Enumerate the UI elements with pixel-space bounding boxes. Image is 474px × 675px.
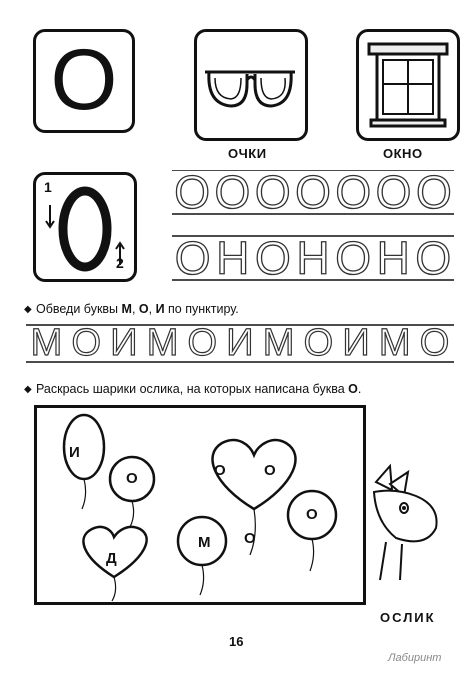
donkey-caption-rest: СЛИК xyxy=(392,610,436,625)
balloon-letter: О xyxy=(214,462,226,479)
trace-letter: О xyxy=(335,232,371,284)
instr1-part: Обведи буквы xyxy=(36,302,122,316)
trace-letter: О xyxy=(174,232,211,284)
trace-letter: О xyxy=(174,166,211,218)
instruction-2 xyxy=(36,382,361,396)
instruction-1-bullet: ◆ xyxy=(24,304,32,315)
stroke-number-1: 1 xyxy=(44,179,52,195)
letter-card xyxy=(33,29,135,133)
trace-letter: О xyxy=(255,232,291,284)
instr2-letter-o: О xyxy=(348,382,358,396)
balloons-picture xyxy=(34,405,360,605)
instr1-letter-i: И xyxy=(155,302,165,316)
trace-letter: М xyxy=(262,322,295,364)
instr1-letter-o: О xyxy=(138,302,149,316)
page-number: 16 xyxy=(229,634,244,649)
window-caption-first: О xyxy=(383,146,394,161)
trace-row-1 xyxy=(172,166,454,218)
trace-letter: М xyxy=(378,322,411,364)
instr2-part: . xyxy=(357,382,362,396)
trace-row-3 xyxy=(26,322,454,364)
trace-letter: М xyxy=(30,322,63,364)
instr1-part: по пунктиру. xyxy=(164,302,239,316)
balloon-letter: О xyxy=(244,530,256,547)
instruction-1 xyxy=(36,302,239,316)
window-caption xyxy=(383,146,423,161)
trace-letter: О xyxy=(303,322,334,364)
glasses-card xyxy=(194,29,308,141)
stroke-number-2: 2 xyxy=(116,255,124,271)
trace-letter: О xyxy=(295,166,331,218)
trace-row-2 xyxy=(172,232,454,284)
donkey-picture xyxy=(356,462,456,582)
balloon-letter: И xyxy=(69,444,80,461)
donkey-caption-first: О xyxy=(380,610,393,625)
trace-letter: О xyxy=(71,322,101,364)
balloon-letter: О xyxy=(264,462,276,479)
stroke-order-card xyxy=(33,172,137,282)
trace-letter: И xyxy=(110,322,138,364)
trace-letter: О xyxy=(375,166,412,218)
trace-letter: И xyxy=(342,322,370,364)
glasses-caption-first: О xyxy=(228,146,239,161)
window-picture xyxy=(359,32,457,138)
balloon-letter: Д xyxy=(106,550,117,567)
trace-letter: О xyxy=(415,166,452,218)
window-caption-rest: КНО xyxy=(393,146,423,161)
instr1-letter-m: М xyxy=(121,302,132,316)
trace-letter: О xyxy=(254,166,291,218)
instr2-part: Раскрась шарики ослика, на которых написана буква xyxy=(36,382,349,396)
glasses-picture xyxy=(197,32,305,138)
trace-letter: О xyxy=(415,232,452,284)
window-card xyxy=(356,29,460,141)
big-letter: О xyxy=(50,32,118,128)
trace-letter: И xyxy=(226,322,254,364)
watermark: Лабиринт xyxy=(388,652,442,664)
balloon-letter: О xyxy=(306,506,318,523)
glasses-caption xyxy=(228,146,267,161)
trace-letter: Н xyxy=(376,232,410,284)
balloon-letter: О xyxy=(126,470,138,487)
instr1-part: , xyxy=(148,302,156,316)
instruction-2-bullet: ◆ xyxy=(24,384,32,395)
trace-letter: Н xyxy=(296,232,330,284)
balloon-letter: М xyxy=(198,534,211,551)
donkey-caption xyxy=(380,610,436,625)
glasses-caption-rest: ЧКИ xyxy=(238,146,267,161)
trace-letter: М xyxy=(146,322,179,364)
trace-letter: О xyxy=(214,166,251,218)
trace-letter: О xyxy=(419,322,450,364)
trace-letter: О xyxy=(335,166,372,218)
trace-letter: О xyxy=(187,322,218,364)
instr1-part: , xyxy=(131,302,139,316)
trace-letter: Н xyxy=(216,232,250,284)
